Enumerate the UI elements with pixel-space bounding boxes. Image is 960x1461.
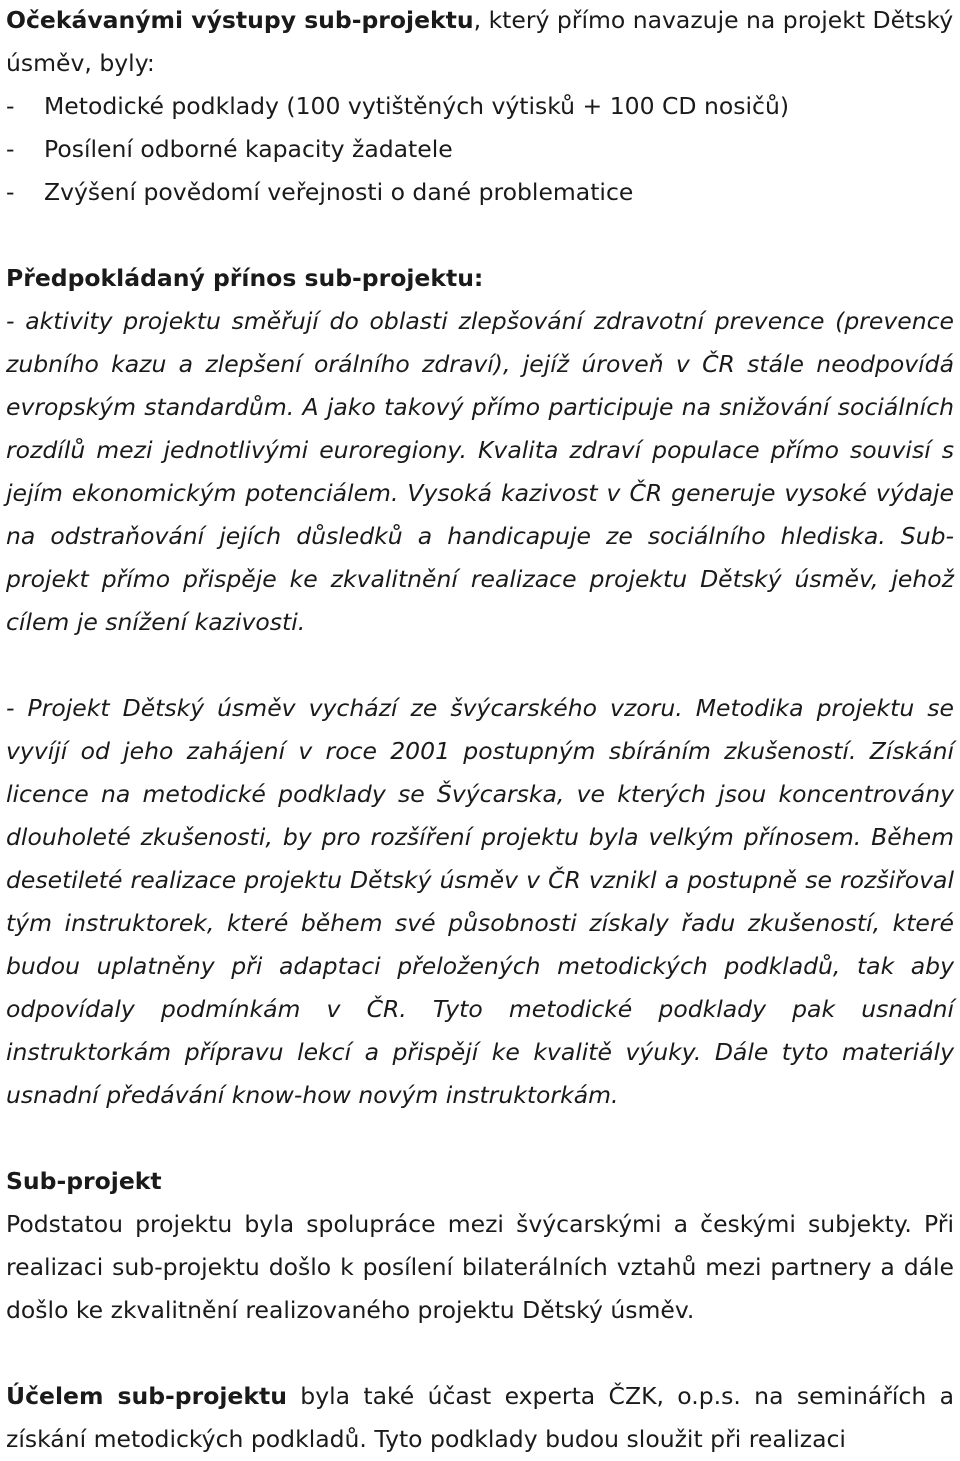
list-item xyxy=(6,128,954,171)
intro-bold-lead: Očekávanými výstupy sub-projektu xyxy=(6,6,474,34)
list-item xyxy=(6,85,954,128)
subproject-heading: Sub-projekt xyxy=(6,1167,162,1195)
list-item-text: Metodické podklady (100 vytištěných výtisků + 100 CD nosičů) xyxy=(44,92,790,120)
list-dash: - xyxy=(6,178,15,206)
purpose-paragraph xyxy=(6,1375,954,1461)
swiss-paragraph: - Projekt Dětský úsměv vychází ze švýcarského vzoru. Metodika projektu se vyvíjí od jeho zahájení v roce 2001 postupným sbíráním zkušeností. Získání licence na metodické podklady se Švýcarska, ve kterých jsou koncentrovány dlouholeté zkušenosti, by pro rozšíření projektu byla velkým přínosem. Během desetileté realizace projektu Dětský úsměv v ČR vznikl a postupně se rozšiřoval tým instruktorek, které během své působnosti získaly řadu zkušeností, které budou uplatněny při adaptaci přeložených metodických podkladů, tak aby odpovídaly podmínkám v ČR. Tyto metodické podklady pak usnadní instruktorkám přípravu lekcí a přispějí ke kvalitě výuky. Dále tyto materiály usnadní předávání know-how novým instruktorkám. xyxy=(6,694,954,1109)
output-list xyxy=(6,85,954,214)
purpose-text: byla také účast experta ČZK, o.p.s. na seminářích a získání metodických podkladů. Tyto podklady budou sloužit při realizaci xyxy=(6,1382,954,1453)
benefit-paragraph: - aktivity projektu směřují do oblasti zlepšování zdravotní prevence (prevence zubního kazu a zlepšení orálního zdraví), jejíž úroveň v ČR stále neodpovídá evropským standardům. A jako takový přímo participuje na snižování sociálních rozdílů mezi jednotlivými euroregiony. Kvalita zdraví populace přímo souvisí s jejím ekonomickým potenciálem. Vysoká kazivost v ČR generuje vysoké výdaje na odstraňování jejích důsledků a handicapuje ze sociálního hlediska. Sub-projekt přímo přispěje ke zkvalitnění realizace projektu Dětský úsměv, jehož cílem je snížení kazivosti. xyxy=(6,307,954,636)
list-dash: - xyxy=(6,135,15,163)
purpose-bold-lead: Účelem sub-projektu xyxy=(6,1382,287,1410)
benefit-heading: Předpokládaný přínos sub-projektu: xyxy=(6,264,484,292)
intro-paragraph xyxy=(6,0,954,85)
document-page xyxy=(6,0,954,1461)
subproject-paragraph: Podstatou projektu byla spolupráce mezi švýcarskými a českými subjekty. Při realizaci sub-projektu došlo k posílení bilaterálních vztahů mezi partnery a dále došlo ke zkvalitnění realizovaného projektu Dětský úsměv. xyxy=(6,1210,954,1324)
list-item-text: Zvýšení povědomí veřejnosti o dané problematice xyxy=(44,178,634,206)
list-dash: - xyxy=(6,92,15,120)
purpose-paragraph-wrapper xyxy=(6,1375,954,1461)
intro-text: , který přímo navazuje na projekt Dětský úsměv, byly: xyxy=(6,6,954,77)
list-item-text: Posílení odborné kapacity žadatele xyxy=(44,135,453,163)
list-item xyxy=(6,171,954,214)
